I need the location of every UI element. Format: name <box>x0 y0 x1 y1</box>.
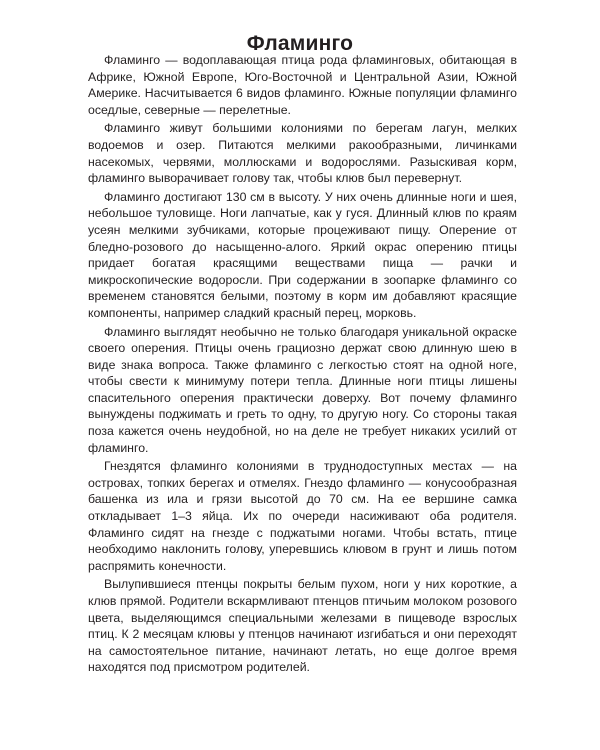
page-title: Фламинго <box>246 32 354 56</box>
paragraph-nesting: Гнездятся фламинго колониями в труднодоступных местах — на островах, топких берегах и отмелях. Гнездо фламинго — конусообразная башенка из ила и грязи высотой до 70 см. На ее вершине самка откладывает 1–3 яйца. Их по очереди насиживают оба родителя. Фламинго сидят на гнезде с поджатыми ногами. Чтобы встать, птице необходимо наклонить голову, уперевшись клювом в грунт и лишь потом распрямить конечности. <box>88 459 517 573</box>
paragraph-chicks: Вылупившиеся птенцы покрыты белым пухом, ноги у них короткие, а клюв прямой. Родители вскармливают птенцов птичьим молоком розового цвета, выделяющимся специальными железами в пищеводе взрослых птиц. К 2 месяцам клювы у птенцов начинают изгибаться и они переходят на самостоятельное питание, начинают летать, но еще долгое время находятся под присмотром родителей. <box>88 577 517 675</box>
article-body <box>88 52 517 676</box>
paragraph-appearance: Фламинго достигают 130 см в высоту. У них очень длинные ноги и шея, небольшое туловище. Ноги лапчатые, как у гуся. Длинный клюв по краям усеян мелкими зубчиками, которые процеживают пищу. Оперение от бледно-розового до насыщенно-алого. Яркий окрас оперению птицы придает богатая красящими веществами пища — рачки и микроскопические водоросли. При содержании в зоопарке фламинго со временем становятся белыми, поэтому в корм им добавляют красящие компоненты, например сладкий красный перец, морковь. <box>88 189 517 320</box>
paragraph-intro: Фламинго — водоплавающая птица рода фламинговых, обитающая в Африке, Южной Европе, Юго-Восточной и Центральной Азии, Южной Америке. Насчитывается 6 видов фламинго. Южные популяции фламинго оседлые, северные — перелетные. <box>88 53 517 117</box>
paragraph-posture: Фламинго выглядят необычно не только благодаря уникальной окраске своего оперения. Птицы очень грациозно держат свою длинную шею в виде знака вопроса. Также фламинго с легкостью стоят на одной ноге, чтобы свести к минимуму потери тепла. Длинные ноги птицы лишены спасительного оперения практически доверху. Вот почему фламинго вынуждены поджимать и греть то одну, то другую ногу. Со стороны такая поза кажется очень неудобной, но на деле не требует никаких усилий от фламинго. <box>88 324 517 455</box>
paragraph-habitat: Фламинго живут большими колониями по берегам лагун, мелких водоемов и озер. Питаются мелкими ракообразными, личинками насекомых, червями, моллюсками и водорослями. Разыскивая корм, фламинго выворачивает голову так, чтобы клюв был перевернут. <box>88 121 517 186</box>
